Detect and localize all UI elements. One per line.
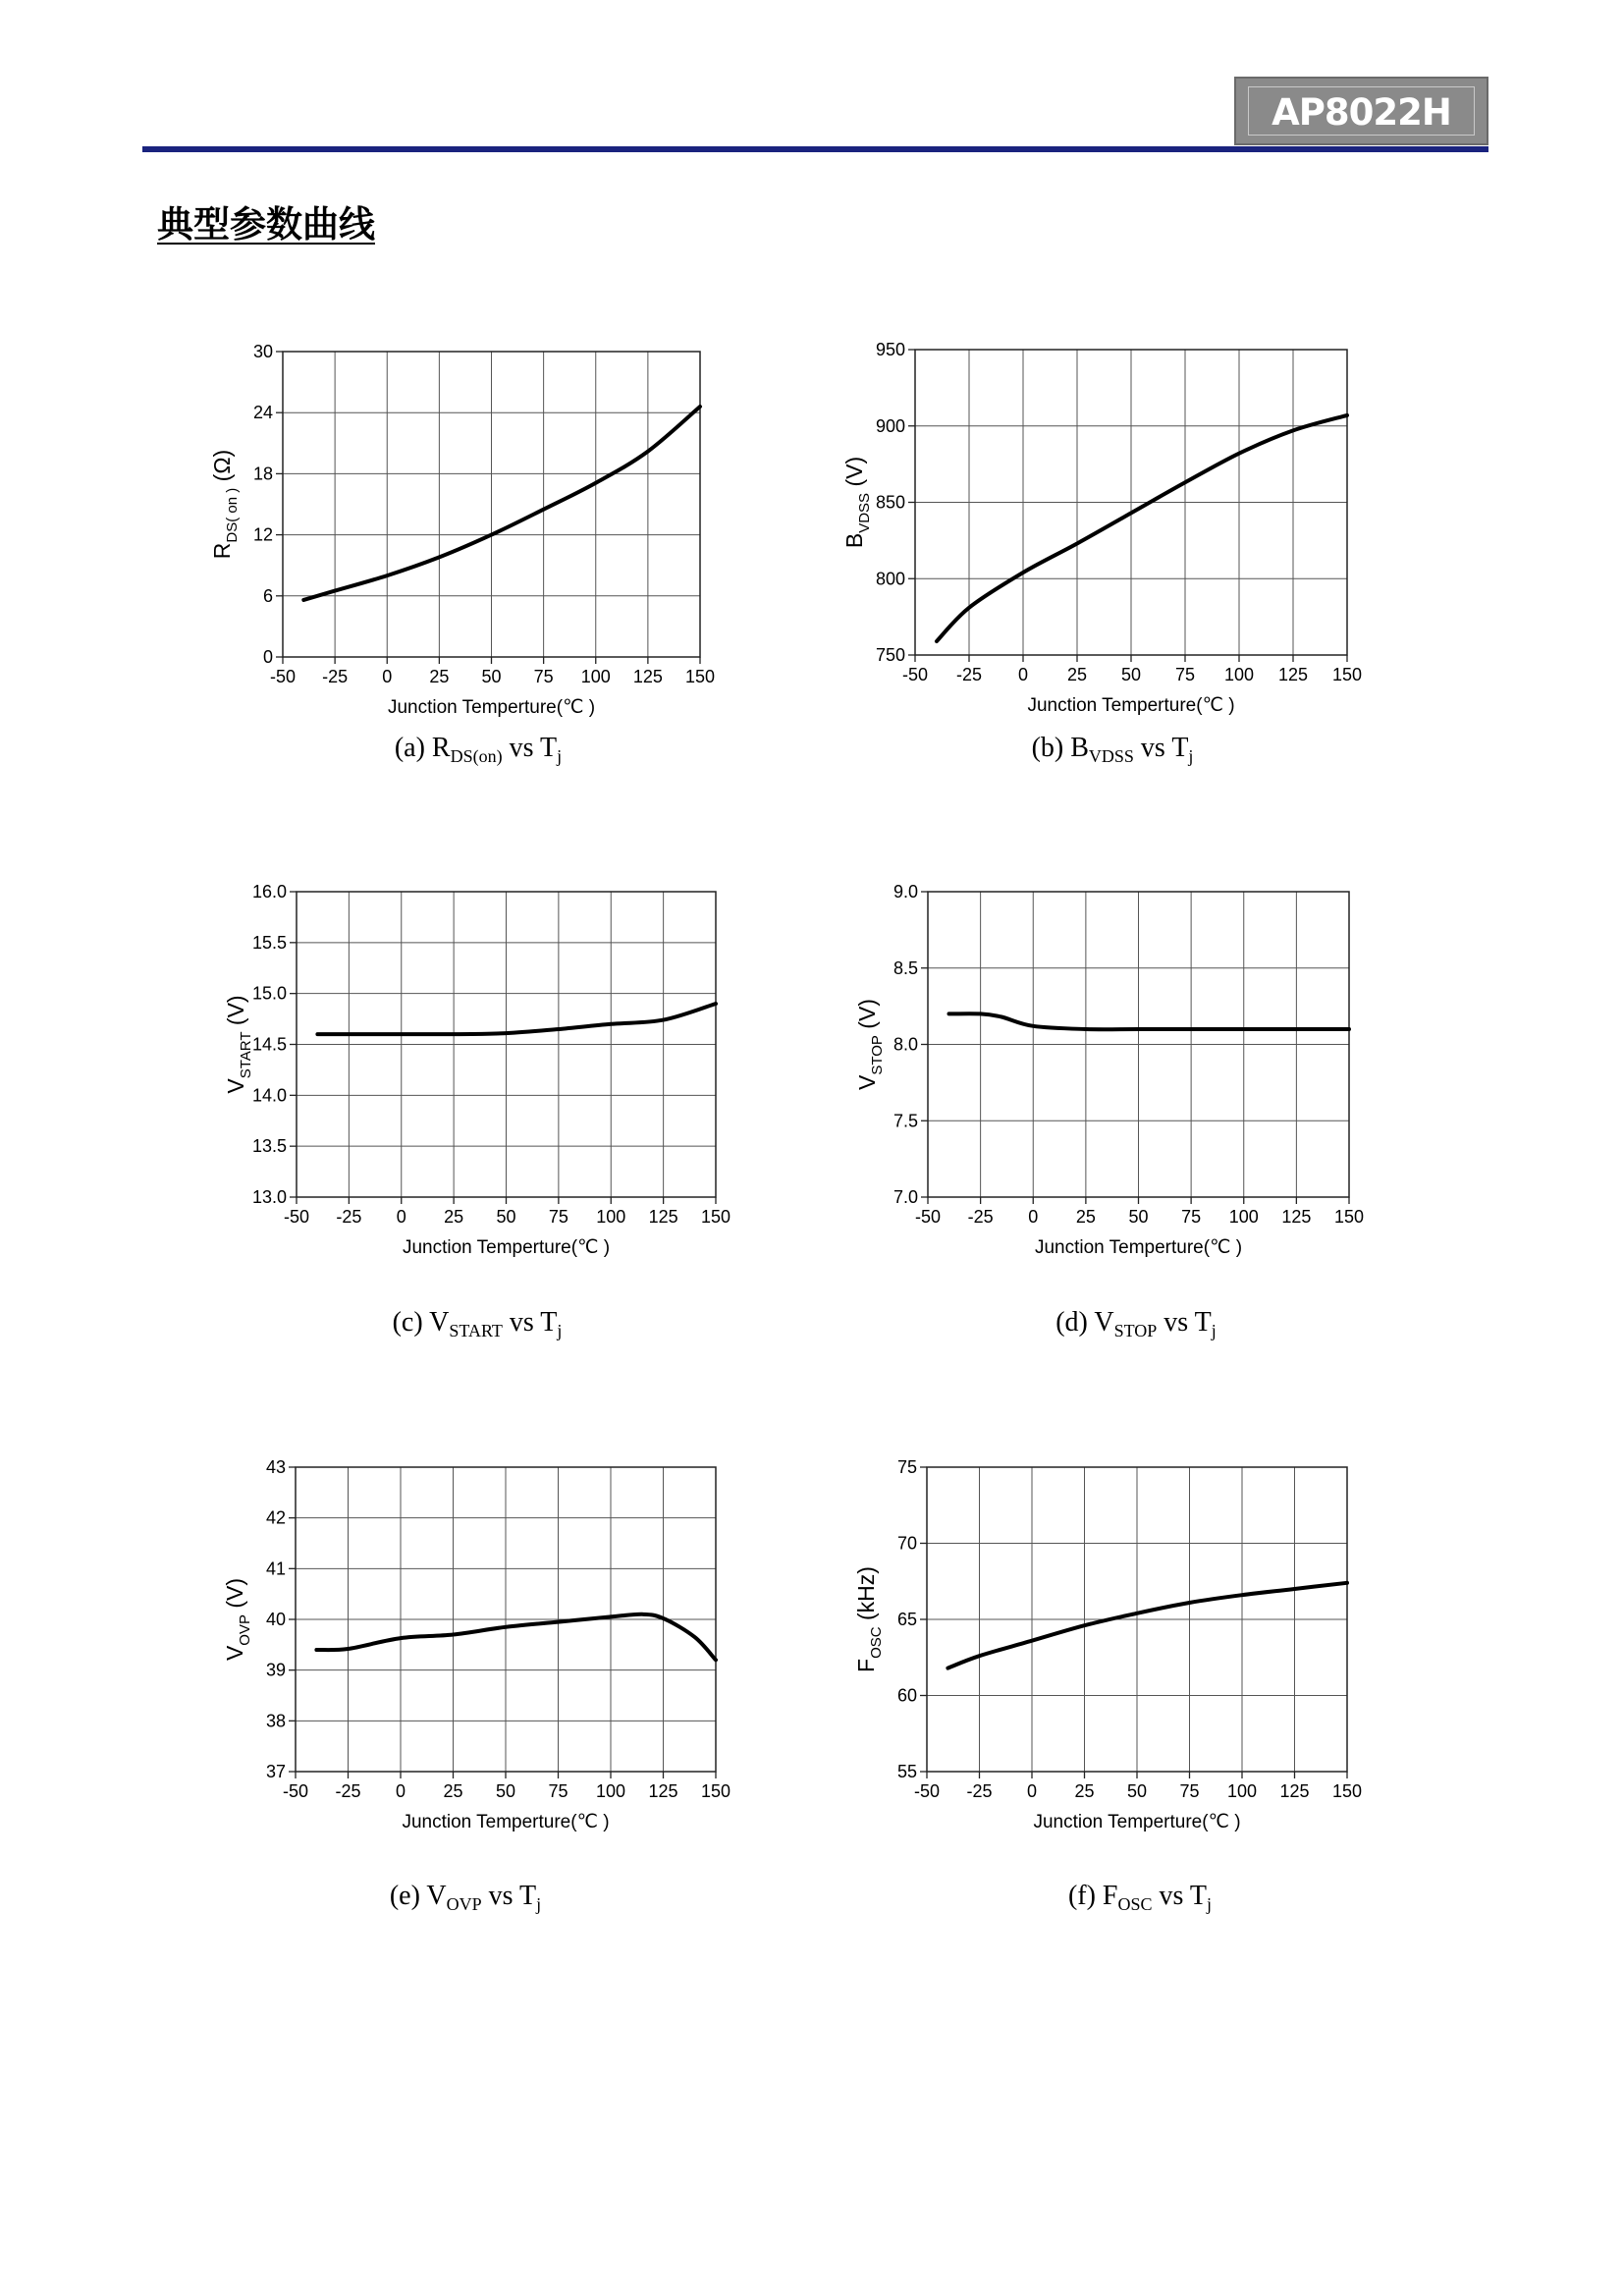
caption-vs: vs T — [1152, 1881, 1208, 1911]
chart-d-xtick-label: 100 — [1228, 1207, 1259, 1227]
chart-a — [209, 342, 715, 718]
caption-main: (a) R — [394, 733, 451, 763]
chart-d-ytick-label: 8.0 — [893, 1034, 918, 1055]
chart-a-series-line — [303, 407, 700, 600]
chart-c-ytick-label: 13.0 — [251, 1187, 287, 1207]
chart-d-xlabel: Junction Temperture(℃ ) — [1034, 1237, 1243, 1258]
chart-a-xtick-label: 150 — [684, 667, 716, 686]
chart-f-ytick-label: 75 — [896, 1457, 917, 1477]
chart-b-xlabel: Junction Temperture(℃ ) — [1027, 695, 1235, 716]
chart-e-xtick-label: 25 — [443, 1781, 463, 1801]
chart-d-ytick-label: 7.5 — [893, 1111, 918, 1131]
chart-f-xtick-label: 50 — [1126, 1781, 1148, 1801]
chart-f-xtick-label: -25 — [966, 1781, 993, 1801]
chart-a-xtick-label: 0 — [382, 667, 393, 686]
chart-c-xtick-label: -50 — [283, 1207, 310, 1227]
chart-c-xtick-label: 100 — [596, 1207, 626, 1227]
chart-f-xtick-label: -50 — [913, 1781, 941, 1801]
chart-e-ytick-label: 42 — [265, 1507, 286, 1528]
chart-c-caption — [369, 1307, 585, 1341]
chart-e-ytick-label: 40 — [265, 1610, 286, 1629]
chart-c-ytick-label: 13.5 — [251, 1136, 287, 1157]
chart-a-ylabel: $R_{DS( on )}$ (Ω) — [209, 449, 241, 560]
section-title: 典型参数曲线 — [157, 203, 375, 246]
chart-e-series-line — [316, 1614, 716, 1661]
chart-c-ytick-label: 14.5 — [251, 1034, 287, 1055]
chart-c-ytick-label: 15.0 — [251, 983, 287, 1004]
chart-d-xtick-label: 25 — [1075, 1207, 1096, 1227]
caption-main: (c) V — [392, 1307, 450, 1338]
chart-c-series-line — [317, 1004, 716, 1034]
chart-b-ytick-label: 750 — [875, 645, 905, 665]
chart-a-xlabel: Junction Temperture(℃ ) — [387, 697, 596, 718]
chart-c-xtick-label: 25 — [444, 1207, 464, 1227]
chart-e-xlabel: Junction Temperture(℃ ) — [402, 1812, 610, 1832]
chart-f-xtick-label: 75 — [1179, 1781, 1200, 1801]
chart-e-ytick-label: 39 — [265, 1660, 286, 1680]
caption-vs: vs T — [1133, 733, 1189, 763]
chart-c-xtick-label: 50 — [496, 1207, 516, 1227]
chart-d-series-line — [949, 1013, 1350, 1029]
chart-f-ytick-label: 65 — [896, 1610, 917, 1629]
chart-e-xtick-label: 75 — [548, 1781, 568, 1801]
chart-f-caption — [1032, 1881, 1248, 1915]
chart-c-xtick-label: 150 — [700, 1207, 731, 1227]
chart-c-ylabel: $V_{START}$ (V) — [223, 995, 254, 1094]
chart-e-ytick-label: 41 — [265, 1558, 286, 1579]
caption-vs: vs T — [502, 733, 558, 763]
caption-tsub: j — [1207, 1894, 1213, 1914]
chart-a-xtick-label: 50 — [481, 667, 502, 686]
chart-d-ytick-label: 8.5 — [893, 957, 918, 978]
caption-sub: OSC — [1117, 1894, 1153, 1914]
chart-d-xtick-label: 50 — [1128, 1207, 1149, 1227]
chart-b-xtick-label: 50 — [1120, 665, 1142, 684]
chart-b-xtick-label: 150 — [1331, 665, 1363, 684]
chart-c-xtick-label: 125 — [648, 1207, 678, 1227]
caption-vs: vs T — [502, 1307, 558, 1338]
part-number: AP8022H — [1271, 91, 1451, 134]
chart-b-xtick-label: 100 — [1223, 665, 1255, 684]
chart-d-caption — [1028, 1307, 1244, 1341]
chart-b-xtick-label: -25 — [955, 665, 983, 684]
chart-f-ylabel: $F_{OSC}$ (kHz) — [853, 1566, 885, 1672]
chart-d-xtick-label: 0 — [1028, 1207, 1039, 1227]
chart-a-xtick-label: 25 — [429, 667, 450, 686]
chart-f-series-line — [947, 1583, 1347, 1668]
chart-a-ytick-label: 30 — [252, 342, 273, 361]
chart-e-xtick-label: 50 — [495, 1781, 516, 1801]
chart-f-ytick-label: 60 — [896, 1685, 917, 1706]
chart-e-ytick-label: 43 — [265, 1457, 286, 1477]
chart-d-xtick-label: 125 — [1281, 1207, 1312, 1227]
chart-d-xtick-label: -25 — [967, 1207, 994, 1227]
chart-b-xtick-label: 75 — [1174, 665, 1196, 684]
chart-b — [841, 340, 1362, 716]
chart-b-xtick-label: 25 — [1066, 665, 1088, 684]
chart-e-xtick-label: 100 — [595, 1781, 626, 1801]
chart-f-xtick-label: 125 — [1279, 1781, 1310, 1801]
chart-d-xtick-label: 150 — [1333, 1207, 1365, 1227]
chart-d-xtick-label: 75 — [1181, 1207, 1202, 1227]
chart-f — [853, 1457, 1362, 1832]
chart-c-xlabel: Junction Temperture(℃ ) — [402, 1237, 611, 1258]
chart-b-ylabel: $B_{VDSS}$ (V) — [841, 456, 873, 549]
chart-c-ytick-label: 16.0 — [251, 882, 287, 902]
chart-d — [854, 882, 1364, 1258]
chart-e-xtick-label: 150 — [700, 1781, 731, 1801]
chart-e-xtick-label: 125 — [648, 1781, 678, 1801]
caption-tsub: j — [536, 1894, 542, 1914]
caption-sub: STOP — [1113, 1321, 1158, 1340]
chart-f-xlabel: Junction Temperture(℃ ) — [1033, 1812, 1241, 1832]
chart-c-xtick-label: 0 — [396, 1207, 406, 1227]
chart-a-ytick-label: 0 — [262, 647, 273, 667]
caption-vs: vs T — [1157, 1307, 1212, 1338]
chart-f-xtick-label: 25 — [1074, 1781, 1095, 1801]
chart-a-ytick-label: 12 — [252, 524, 273, 545]
chart-e-xtick-label: -25 — [335, 1781, 361, 1801]
chart-b-xtick-label: 125 — [1277, 665, 1309, 684]
chart-b-xtick-label: 0 — [1017, 665, 1029, 684]
chart-b-series-line — [937, 415, 1347, 641]
chart-e-caption — [357, 1881, 573, 1915]
chart-e-xtick-label: 0 — [395, 1781, 406, 1801]
chart-a-xtick-label: 125 — [632, 667, 663, 686]
caption-tsub: j — [557, 746, 563, 766]
chart-e-ylabel: $V_{OVP}$ (V) — [222, 1577, 253, 1662]
chart-c-ytick-label: 15.5 — [251, 932, 287, 953]
caption-vs: vs T — [481, 1881, 537, 1911]
chart-e — [222, 1457, 730, 1832]
chart-d-ylabel: $V_{STOP}$ (V) — [854, 999, 886, 1090]
caption-sub: OVP — [446, 1894, 482, 1914]
caption-main: (d) V — [1055, 1307, 1114, 1338]
chart-f-xtick-label: 150 — [1331, 1781, 1363, 1801]
chart-b-ytick-label: 800 — [875, 569, 905, 589]
caption-main: (b) B — [1031, 733, 1089, 763]
chart-a-ytick-label: 6 — [262, 585, 273, 606]
caption-main: (e) V — [389, 1881, 447, 1911]
chart-f-ytick-label: 55 — [896, 1762, 917, 1781]
chart-c-ytick-label: 14.0 — [251, 1085, 287, 1106]
chart-f-xtick-label: 100 — [1226, 1781, 1258, 1801]
chart-e-ytick-label: 37 — [265, 1762, 286, 1781]
chart-a-xtick-label: -25 — [322, 667, 349, 686]
chart-a-ytick-label: 24 — [252, 403, 273, 423]
caption-tsub: j — [1211, 1321, 1217, 1340]
chart-f-ytick-label: 70 — [896, 1533, 917, 1554]
chart-a-xtick-label: 100 — [580, 667, 611, 686]
caption-main: (f) F — [1067, 1881, 1118, 1911]
chart-b-ytick-label: 850 — [875, 492, 905, 513]
chart-f-xtick-label: 0 — [1026, 1781, 1038, 1801]
chart-d-ytick-label: 9.0 — [893, 882, 918, 902]
chart-c-xtick-label: -25 — [336, 1207, 362, 1227]
caption-tsub: j — [557, 1321, 563, 1340]
chart-b-ytick-label: 900 — [875, 415, 905, 436]
chart-a-ytick-label: 18 — [252, 464, 273, 484]
chart-d-ytick-label: 7.0 — [893, 1187, 918, 1207]
chart-a-xtick-label: -50 — [269, 667, 297, 686]
chart-b-ytick-label: 950 — [875, 340, 905, 359]
caption-tsub: j — [1188, 746, 1194, 766]
chart-d-xtick-label: -50 — [914, 1207, 942, 1227]
chart-e-ytick-label: 38 — [265, 1711, 286, 1731]
caption-sub: VDSS — [1088, 746, 1134, 766]
chart-e-xtick-label: -50 — [282, 1781, 309, 1801]
caption-sub: START — [449, 1321, 503, 1340]
chart-c-xtick-label: 75 — [548, 1207, 568, 1227]
caption-sub: DS(on) — [450, 746, 503, 766]
chart-c — [223, 882, 730, 1258]
chart-a-caption — [370, 733, 586, 767]
chart-b-caption — [1004, 733, 1220, 767]
chart-a-xtick-label: 75 — [533, 667, 554, 686]
chart-b-xtick-label: -50 — [901, 665, 929, 684]
